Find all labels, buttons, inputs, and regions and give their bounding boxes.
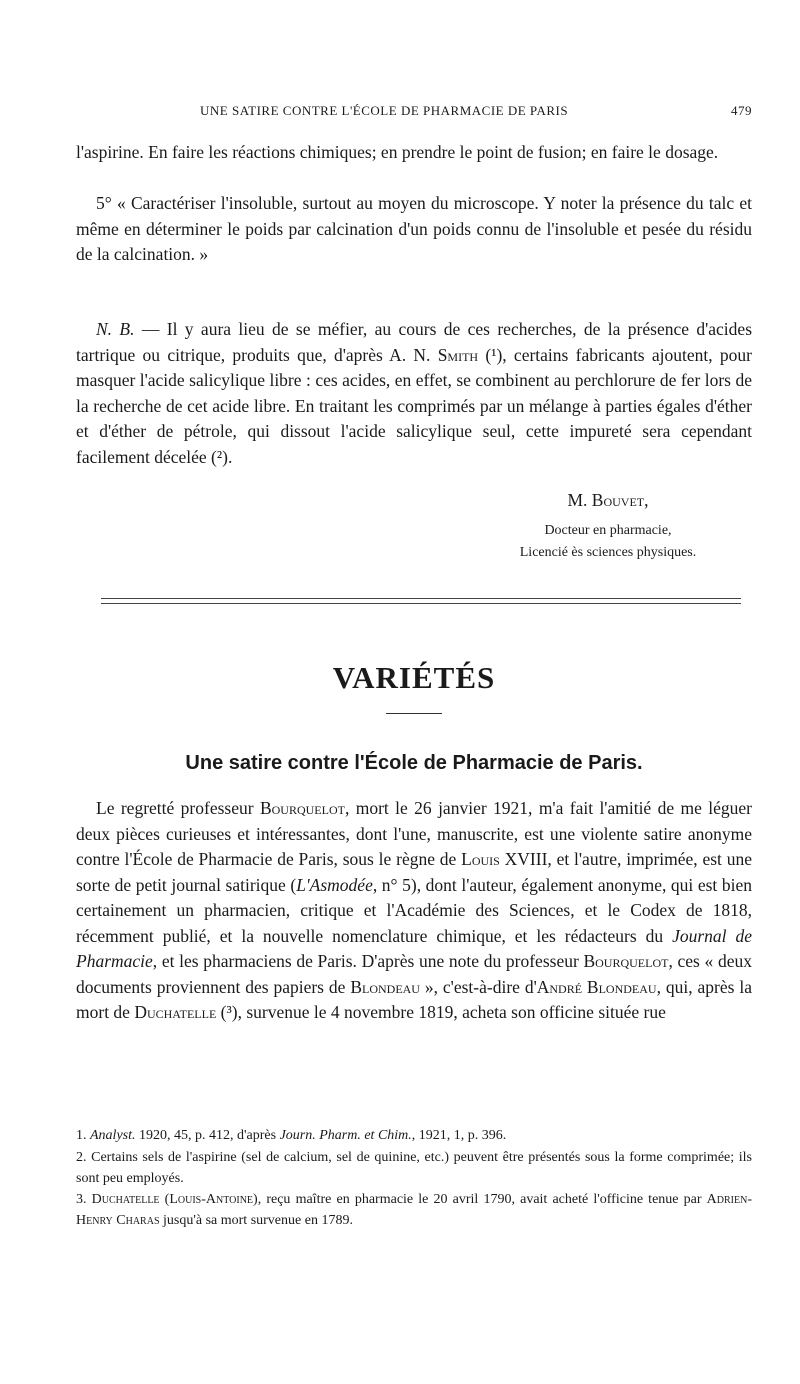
name-louis-xviii: Louis XVIII [461,849,548,869]
running-head [76,103,752,123]
name-bourquelot: Bourquelot [259,798,345,818]
footnote-1: 1. Analyst. 1920, 45, p. 412, d'après Journ. Pharm. et Chim., 1921, 1, p. 396. [76,1128,507,1143]
title-asmodee: L'Asmodée [296,874,373,895]
article-title: Une satire contre l'École de Pharmacie de Paris. [185,752,643,774]
title-journal-pharmacie: Journal de Pharmacie [76,925,752,971]
article-body: Le regretté professeur Bourquelot, mort le 26 janvier 1921, m'a fait l'amitié de me léguer deux pièces curieuses et intéressantes, dont l'une, manuscrite, est une violente satire anonyme contre l'École de Pharmacie de Paris, sous le règne de Louis XVIII, et l'autre, imprimée, est une sorte de petit journal satirique (L'Asmodée, n° 5), dont l'auteur, également anonyme, qui est bien certainement un pharmacien, critique et l'Académie des Sciences, et le Codex de 1818, récemment publié, et la nouvelle nomenclature chimique, et les rédacteurs du Journal de Pharmacie, et les pharmaciens de Paris. D'après une note du professeur Bourquelot, ces « deux documents proviennent des papiers de Blondeau », c'est-à-dire d'André Blondeau, qui, après la mort de Duchatelle (³), survenue le 4 novembre 1819, acheta son officine située rue [76,798,752,1022]
signature-line-2: Licencié ès sciences physiques. [519,545,697,560]
author-smith: Smith [437,344,479,365]
signature-surname: Bouvet [591,490,645,510]
paragraph-item-5: 5° « Caractériser l'insoluble, surtout au moyen du microscope. Y noter la présence du talc et même en déterminer le poids par calcination d'un poids connu de l'insoluble et pesée du résidu de la calcination. » [76,193,752,264]
section-divider [101,598,741,604]
nb-text-b: (¹), certains fabricants ajoutent, pour masquer l'acide salicylique libre : ces acides, en effet, se combinent au perchlorure de fer lors de la recherche de cet acide libre. En traitant les comprimés par un mélange à parties égales d'éther et d'éther de pétrole, qui dissout l'acide salicylique seul, cette impureté sera cependant facilement décelée (²). [76,344,752,467]
name-duchatelle: Duchatelle [134,1002,217,1022]
name-duchatelle-louis-antoine: Duchatelle (Louis-Antoine) [91,1192,258,1207]
name-blondeau: Blondeau [350,976,420,997]
name-andre-blondeau: André Blondeau [536,976,657,997]
paragraph-aspirine: l'aspirine. En faire les réactions chimiques; en prendre le point de fusion; en faire le dosage. [76,142,719,162]
section-title: VARIÉTÉS [332,660,496,695]
footnote-3: 3. Duchatelle (Louis-Antoine), reçu maître en pharmacie le 20 avril 1790, avait acheté l'officine tenue par Adrien-Henry Charas jusqu'à sa mort survenue en 1789. [76,1192,752,1228]
page-number: 479 [731,103,752,118]
running-head-title: UNE SATIRE CONTRE L'ÉCOLE DE PHARMACIE DE PARIS [200,103,569,118]
nb-label: N. B. [96,319,135,339]
name-adrien-henry-charas: Adrien-Henry Charas [76,1192,752,1228]
title-underline [386,713,442,714]
signature-name: M. Bouvet, [567,490,649,510]
name-bourquelot-2: Bourquelot [583,951,669,971]
paragraph-nota-bene [76,317,752,470]
signature-line-1: Docteur en pharmacie, [544,523,672,538]
nb-text-a: — Il y aura lieu de se méfier, au cours de ces recherches, de la présence d'acides tartrique ou citrique, produits que, d'après A. N. [76,319,753,365]
page [76,0,752,1384]
footnote-2: 2. Certains sels de l'aspirine (sel de calcium, sel de quinine, etc.) peuvent être présentés sous la forme comprimée; ils sont peu employés. [76,1150,752,1186]
